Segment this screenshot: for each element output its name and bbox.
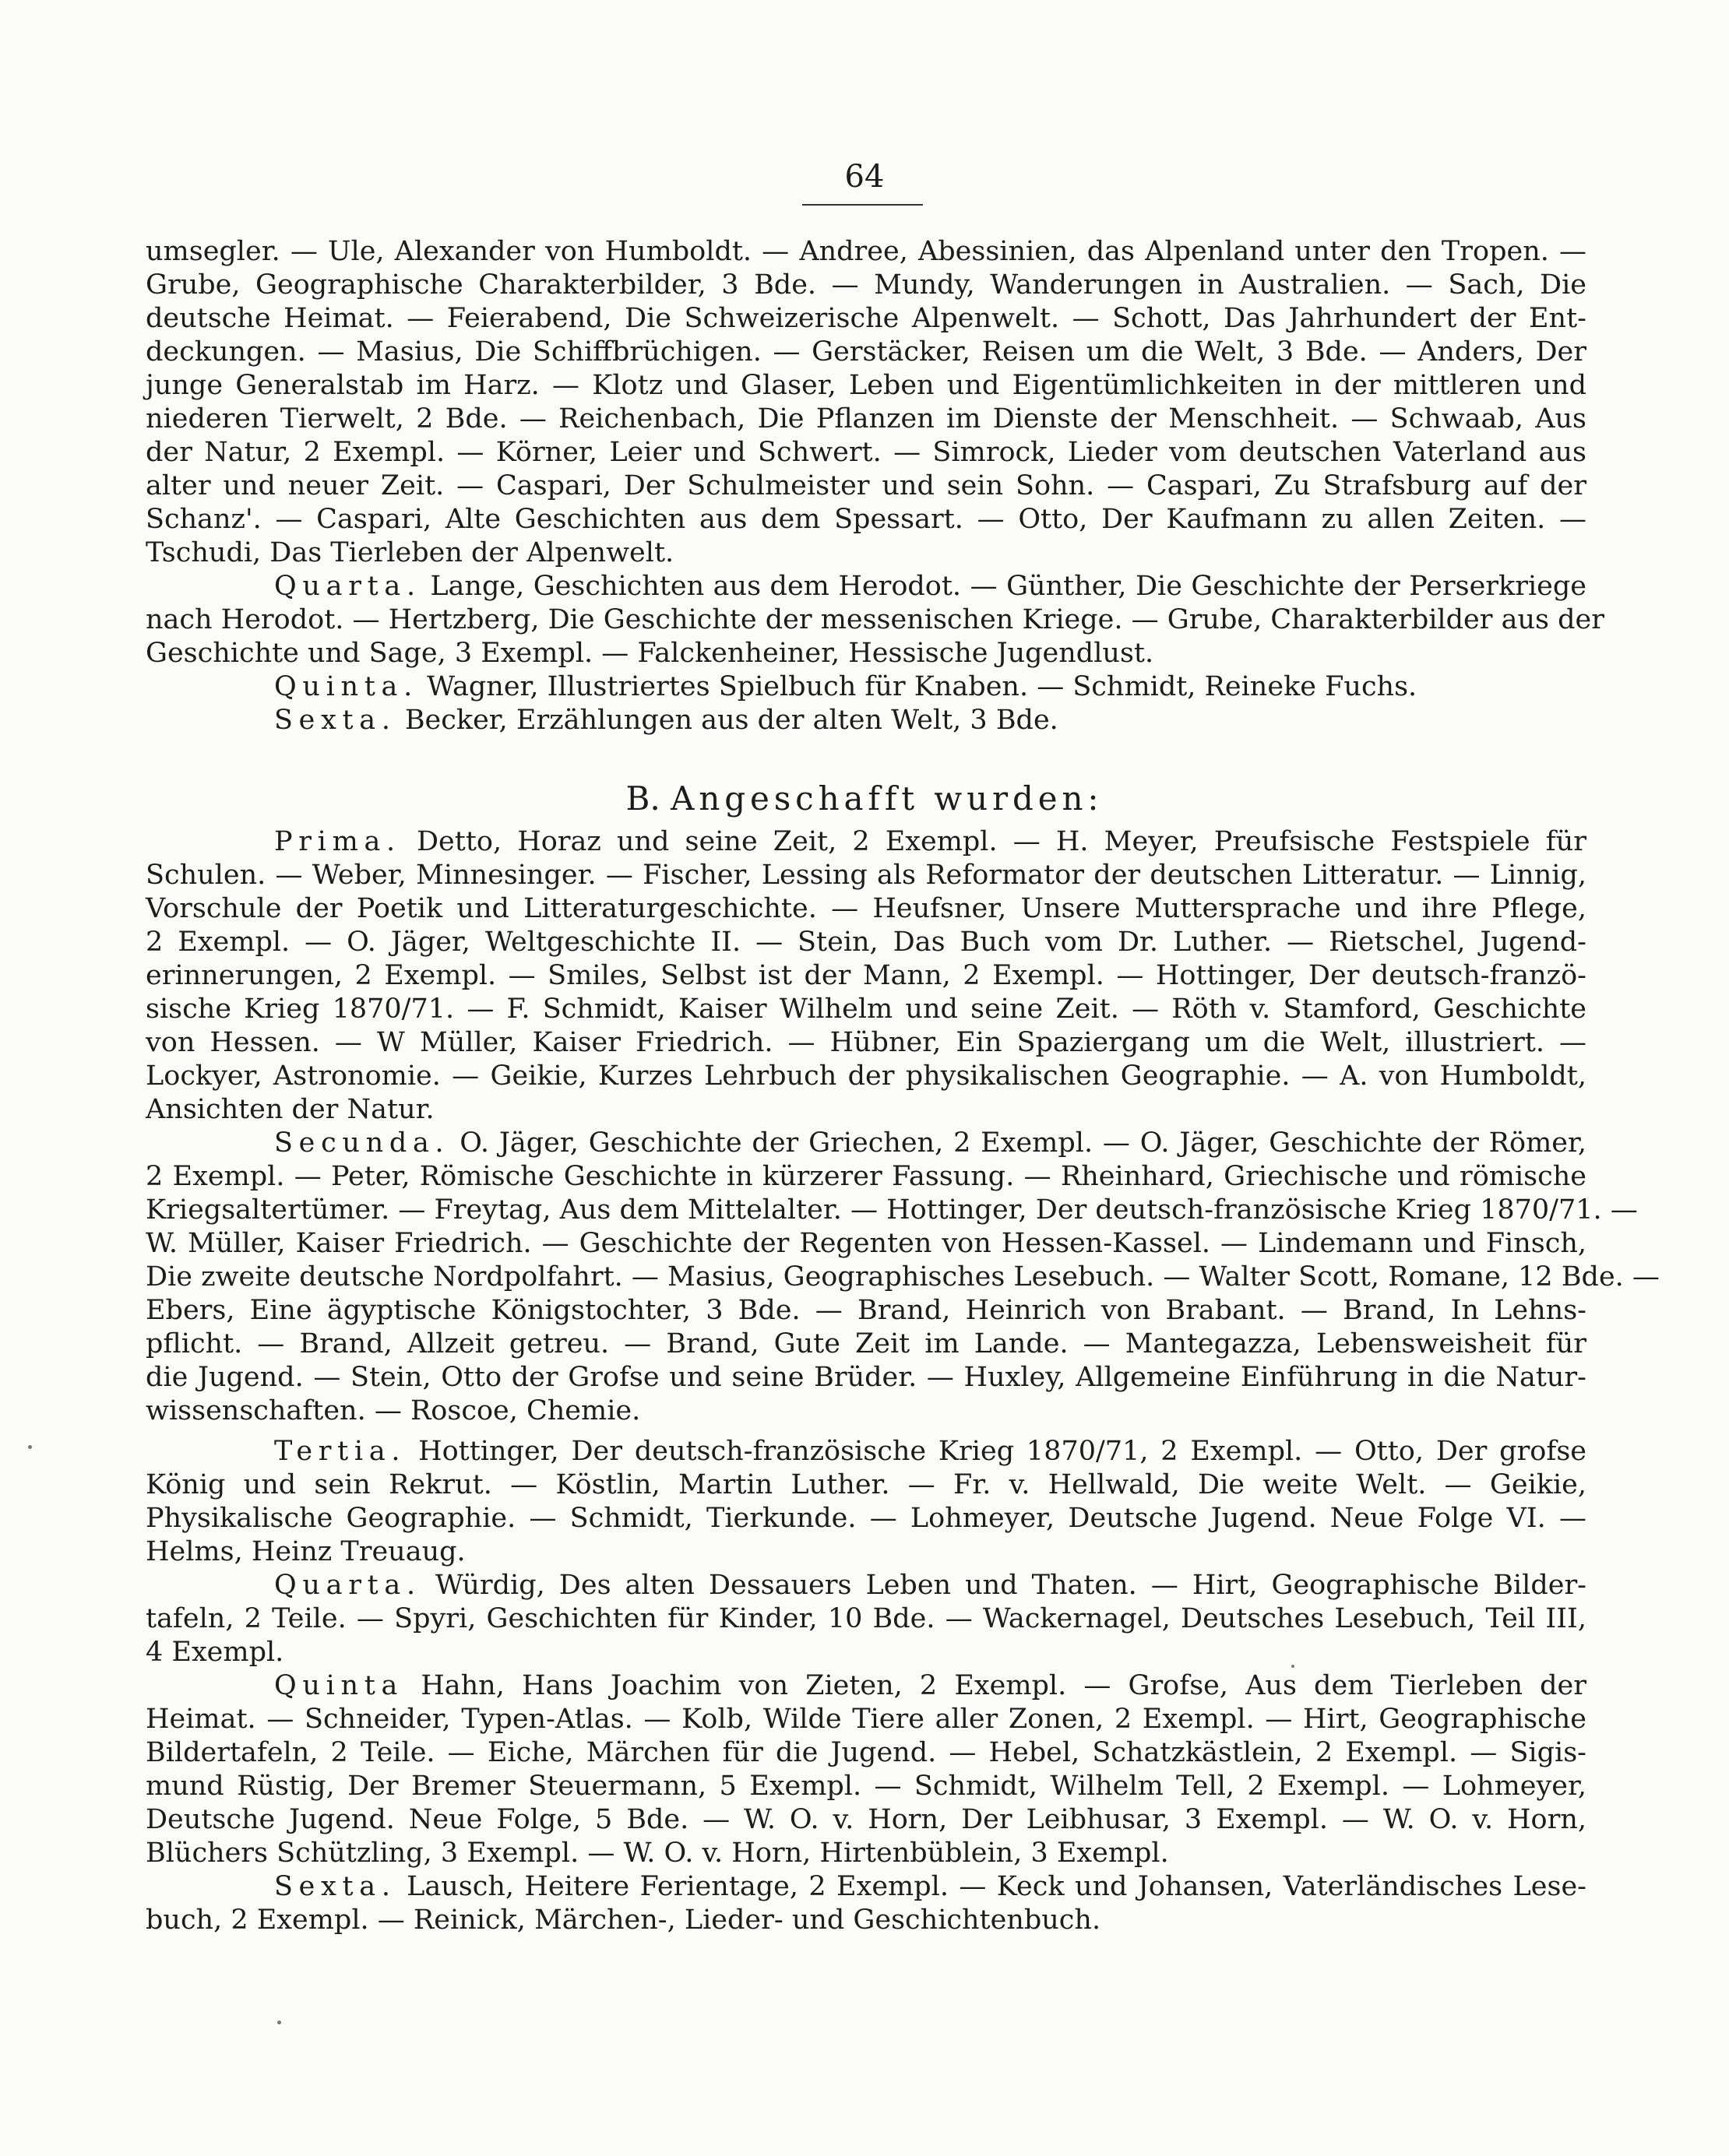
text-line: Deutsche Jugend. Neue Folge, 5 Bde. — W. O. v. Horn, Der Leibhusar, 3 Exempl. — W. O. v. Horn, xyxy=(146,1804,1586,1835)
text-line: Schulen. — Weber, Minnesinger. — Fischer, Lessing als Reformator der deutschen Litteratur. — Linnig, xyxy=(146,860,1586,891)
quarta-b-entry xyxy=(146,1569,1586,1602)
class-label: Quarta. xyxy=(274,571,421,602)
text-line: Hottinger, Der deutsch-französische Krieg 1870/71, 2 Exempl. — Otto, Der grofse xyxy=(418,1436,1586,1467)
class-label: Quinta xyxy=(274,1670,404,1701)
secunda-entry xyxy=(146,1127,1586,1160)
text-line: 2 Exempl. — O. Jäger, Weltgeschichte II. — Stein, Das Buch vom Dr. Luther. — Rietschel, Jugend- xyxy=(146,927,1586,958)
sexta-b-entry xyxy=(146,1870,1586,1904)
text-line: wissenschaften. — Roscoe, Chemie. xyxy=(146,1395,641,1426)
text-line: 4 Exempl. xyxy=(146,1637,284,1668)
text-line: Kriegsaltertümer. — Freytag, Aus dem Mittelalter. — Hottinger, Der deutsch-französische Krieg 1870/71. — xyxy=(146,1194,1638,1226)
class-label: Quinta. xyxy=(274,671,418,702)
text-line: Ebers, Eine ägyptische Königstochter, 3 Bde. — Brand, Heinrich von Brabant. — Brand, In Lehns- xyxy=(146,1295,1586,1326)
text-line: Lausch, Heitere Ferientage, 2 Exempl. — Keck und Johansen, Vaterländisches Lese- xyxy=(407,1871,1586,1902)
quarta-a-entry xyxy=(146,570,1586,603)
text-line: O. Jäger, Geschichte der Griechen, 2 Exempl. — O. Jäger, Geschichte der Römer, xyxy=(460,1127,1586,1159)
text-line: deutsche Heimat. — Feierabend, Die Schweizerische Alpenwelt. — Schott, Das Jahrhundert der Ent- xyxy=(146,303,1586,334)
text-line: Wagner, Illustriertes Spielbuch für Knaben. — Schmidt, Reineke Fuchs. xyxy=(427,671,1417,702)
heading-prefix: B. xyxy=(625,779,660,818)
text-line: Grube, Geographische Charakterbilder, 3 Bde. — Mundy, Wanderungen in Australien. — Sach, Die xyxy=(146,269,1586,301)
text-line: Würdig, Des alten Dessauers Leben und Thaten. — Hirt, Geographische Bilder- xyxy=(435,1570,1586,1601)
heading-text: Angeschafft wurden: xyxy=(671,779,1104,818)
text-line: tafeln, 2 Teile. — Spyri, Geschichten für Kinder, 10 Bde. — Wackernagel, Deutsches Lesebuch, Teil III, xyxy=(146,1603,1586,1634)
text-line: Tschudi, Das Tierleben der Alpenwelt. xyxy=(146,537,674,568)
text-line: pflicht. — Brand, Allzeit getreu. — Brand, Gute Zeit im Lande. — Mantegazza, Lebensweisheit für xyxy=(146,1328,1586,1359)
class-label: Sexta. xyxy=(274,705,396,736)
text-line: Detto, Horaz und seine Zeit, 2 Exempl. — H. Meyer, Preufsische Festspiele für xyxy=(416,826,1586,857)
section-b-text xyxy=(146,825,1660,1937)
text-line: sische Krieg 1870/71. — F. Schmidt, Kaiser Wilhelm und seine Zeit. — Röth v. Stamford, Geschichte xyxy=(146,994,1586,1025)
text-line: Physikalische Geographie. — Schmidt, Tierkunde. — Lohmeyer, Deutsche Jugend. Neue Folge VI. — xyxy=(146,1503,1586,1534)
text-line: deckungen. — Masius, Die Schiffbrüchigen. — Gerstäcker, Reisen um die Welt, 3 Bde. — Anders, Der xyxy=(146,336,1586,368)
text-line: König und sein Rekrut. — Köstlin, Martin Luther. — Fr. v. Hellwald, Die weite Welt. — Geikie, xyxy=(146,1469,1586,1500)
scan-speck xyxy=(277,2021,281,2024)
sexta-a-entry xyxy=(146,704,1586,737)
class-label: Sexta. xyxy=(274,1871,396,1902)
text-line: der Natur, 2 Exempl. — Körner, Leier und Schwert. — Simrock, Lieder vom deutschen Vaterland aus xyxy=(146,437,1586,468)
class-label: Prima. xyxy=(274,826,401,857)
text-line: Geschichte und Sage, 3 Exempl. — Falckenheiner, Hessische Jugendlust. xyxy=(146,638,1154,669)
text-line: Helms, Heinz Treuaug. xyxy=(146,1536,466,1567)
text-line: niederen Tierwelt, 2 Bde. — Reichenbach, Die Pflanzen im Dienste der Menschheit. — Schwaab, Aus xyxy=(146,403,1586,434)
text-line: Hahn, Hans Joachim von Zieten, 2 Exempl. — Grofse, Aus dem Tierleben der xyxy=(421,1670,1586,1701)
text-line: W. Müller, Kaiser Friedrich. — Geschichte der Regenten von Hessen-Kassel. — Lindemann und Finsch, xyxy=(146,1228,1586,1259)
text-line: nach Herodot. — Hertzberg, Die Geschichte der messenischen Kriege. — Grube, Charakterbilder aus der xyxy=(146,604,1604,635)
text-line: Die zweite deutsche Nordpolfahrt. — Masius, Geographisches Lesebuch. — Walter Scott, Romane, 12 Bde. — xyxy=(146,1261,1660,1293)
class-label: Quarta. xyxy=(274,1570,421,1601)
text-line: Lockyer, Astronomie. — Geikie, Kurzes Lehrbuch der physikalischen Geographie. — A. von Humboldt, xyxy=(146,1060,1586,1092)
class-label: Tertia. xyxy=(274,1436,407,1467)
quinta-a-entry xyxy=(146,670,1586,704)
section-heading xyxy=(0,779,1729,818)
text-line: mund Rüstig, Der Bremer Steuermann, 5 Exempl. — Schmidt, Wilhelm Tell, 2 Exempl. — Lohmeyer, xyxy=(146,1771,1586,1802)
text-line: Blüchers Schützling, 3 Exempl. — W. O. v. Horn, Hirtenbüblein, 3 Exempl. xyxy=(146,1838,1169,1869)
page-number-rule xyxy=(802,204,923,206)
text-line: Schanz'. — Caspari, Alte Geschichten aus dem Spessart. — Otto, Der Kaufmann zu allen Zeiten. — xyxy=(146,504,1586,535)
text-line: Vorschule der Poetik und Litteraturgeschichte. — Heufsner, Unsere Muttersprache und ihre Pflege, xyxy=(146,893,1586,924)
page-number: 64 xyxy=(844,159,885,195)
prima-entry xyxy=(146,825,1586,859)
text-line: Bildertafeln, 2 Teile. — Eiche, Märchen für die Jugend. — Hebel, Schatzkästlein, 2 Exempl. — Sigis- xyxy=(146,1737,1586,1768)
text-line: buch, 2 Exempl. — Reinick, Märchen-, Lieder- und Geschichtenbuch. xyxy=(146,1905,1101,1936)
text-line: von Hessen. — W Müller, Kaiser Friedrich. — Hübner, Ein Spaziergang um die Welt, illustriert. — xyxy=(146,1027,1586,1058)
text-line: Ansichten der Natur. xyxy=(146,1094,435,1125)
text-line: erinnerungen, 2 Exempl. — Smiles, Selbst ist der Mann, 2 Exempl. — Hottinger, Der deutsch-franzö- xyxy=(146,960,1586,991)
class-label: Secunda. xyxy=(274,1127,450,1159)
scan-speck xyxy=(1291,1665,1294,1668)
section-a-text xyxy=(146,235,1604,737)
text-line: alter und neuer Zeit. — Caspari, Der Schulmeister und sein Sohn. — Caspari, Zu Strafsburg auf der xyxy=(146,470,1586,501)
scan-speck xyxy=(28,1445,32,1449)
text-line: 2 Exempl. — Peter, Römische Geschichte in kürzerer Fassung. — Rheinhard, Griechische und römische xyxy=(146,1161,1586,1192)
text-line: Becker, Erzählungen aus der alten Welt, 3 Bde. xyxy=(404,705,1058,736)
text-line: junge Generalstab im Harz. — Klotz und Glaser, Leben und Eigentümlichkeiten in der mittleren und xyxy=(146,370,1586,401)
text-line: umsegler. — Ule, Alexander von Humboldt. — Andree, Abessinien, das Alpenland unter den Tropen. — xyxy=(146,236,1586,267)
tertia-entry xyxy=(146,1435,1586,1468)
text-line: Lange, Geschichten aus dem Herodot. — Günther, Die Geschichte der Perserkriege xyxy=(430,571,1586,602)
text-line: die Jugend. — Stein, Otto der Grofse und seine Brüder. — Huxley, Allgemeine Einführung in die Natur- xyxy=(146,1362,1586,1393)
text-line: Heimat. — Schneider, Typen-Atlas. — Kolb, Wilde Tiere aller Zonen, 2 Exempl. — Hirt, Geographische xyxy=(146,1704,1586,1735)
quinta-b-entry xyxy=(146,1669,1586,1703)
